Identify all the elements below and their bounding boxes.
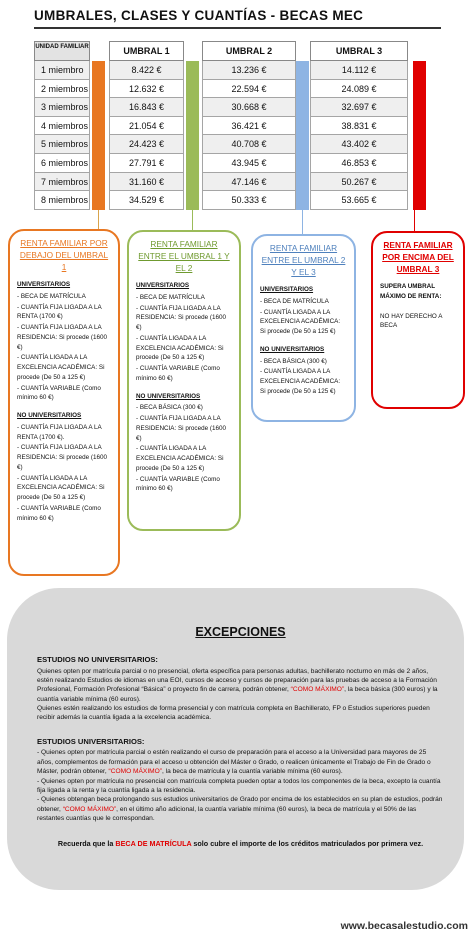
table-cell: 2 miembros	[34, 80, 90, 99]
table-cell: 43.945 €	[202, 154, 296, 173]
list-item: - CUANTÍA FIJA LIGADA A LA RESIDENCIA: Si procede (1600 €)	[17, 444, 107, 471]
list-item: - CUANTÍA FIJA LIGADA A LA RESIDENCIA: Si procede (1600 €)	[136, 415, 226, 442]
website-url[interactable]: www.becasalestudio.com	[340, 920, 468, 932]
list-item: - BECA DE MATRÍCULA	[136, 293, 205, 301]
table-cell: 32.697 €	[310, 98, 408, 117]
u-p1-text: - Quienes opten por matrícula parcial o estén realizando el curso de preparación para el acceso a la Universidad para mayores de 25 años, complementos de formación para el acceso u obtención del Máster o Grado, o realicen únicamente el Trabajo de Fin de Grado o Máster, podrán obtener,	[37, 749, 431, 776]
table-cell: 8 miembros	[34, 191, 90, 210]
non-university-paragraph-2: Quienes estén realizando los estudios de forma presencial y con matrícula completa en Bachillerato, FP o Estudios superiores pueden recibir además la cuantía ligada a la excelencia académica.	[37, 704, 430, 722]
table-cell: 12.632 €	[109, 80, 184, 99]
table-cell: 27.791 €	[109, 154, 184, 173]
list-item: - BECA DE MATRÍCULA	[17, 292, 86, 300]
section-heading: NO UNIVERSITARIOS	[260, 345, 325, 353]
table-cell: 24.089 €	[310, 80, 408, 99]
section-heading: NO UNIVERSITARIOS	[17, 412, 82, 420]
umbral3-header: UMBRAL 3	[310, 41, 408, 61]
list-item: - CUANTÍA LIGADA A LA EXCELENCIA ACADÉMICA: Si procede (De 50 a 125 €)	[17, 474, 105, 502]
note-highlight: BECA DE MATRÍCULA	[115, 839, 192, 849]
table-cell: 4 miembros	[34, 117, 90, 136]
table-cell: 46.853 €	[310, 154, 408, 173]
table-cell: 30.668 €	[202, 98, 296, 117]
list-item: - CUANTÍA FIJA LIGADA A LA RENTA (1700 €)	[17, 303, 102, 321]
red-box-text-1: SUPERA UMBRAL MÁXIMO DE RENTA:	[380, 283, 442, 300]
unit-column	[34, 41, 90, 210]
red-connector	[414, 210, 415, 231]
blue-connector	[302, 210, 303, 235]
list-item: - BECA BÁSICA (300 €)	[136, 404, 203, 412]
exceptions-panel	[7, 588, 464, 890]
table-cell: 14.112 €	[310, 61, 408, 80]
u-p1-end: , la beca de matrícula y la cuantía variable mínima (60 euros).	[161, 768, 343, 776]
list-item: - BECA DE MATRÍCULA	[260, 297, 329, 305]
umbral2-header: UMBRAL 2	[202, 41, 296, 61]
university-heading: ESTUDIOS UNIVERSITARIOS:	[37, 736, 145, 746]
unit-header: UNIDAD FAMILIAR	[34, 41, 90, 61]
list-item: - CUANTÍA LIGADA A LA EXCELENCIA ACADÉMICA: Si procede (De 50 a 125 €)	[260, 308, 341, 336]
non-university-heading: ESTUDIOS NO UNIVERSITARIOS:	[37, 654, 158, 664]
green-threshold-bar	[186, 61, 199, 210]
green-connector	[192, 210, 193, 232]
matricula-note	[37, 839, 444, 849]
box-umbral2-3-title: RENTA FAMILIAR ENTRE EL UMBRAL 2 Y EL 3	[261, 243, 346, 278]
list-item: - CUANTÍA LIGADA A LA EXCELENCIA ACADÉMICA: Si procede (De 50 a 125 €)	[260, 368, 341, 395]
list-item: - CUANTÍA VARIABLE (Como mínimo 60 €)	[17, 504, 101, 522]
box-below-umbral1	[8, 229, 120, 576]
table-cell: 21.054 €	[109, 117, 184, 136]
list-item: - CUANTÍA VARIABLE (Como mínimo 60 €)	[17, 384, 101, 402]
list-item: - CUANTÍA LIGADA A LA EXCELENCIA ACADÉMICA: Si procede (De 50 a 125 €)	[17, 354, 105, 381]
como-maximo-highlight: “COMO MÁXIMO”	[290, 686, 345, 694]
list-item: - CUANTÍA VARIABLE (Como mínimo 60 €)	[136, 475, 220, 493]
table-cell: 24.423 €	[109, 135, 184, 154]
table-cell: 3 miembros	[34, 98, 90, 117]
page-title: UMBRALES, CLASES Y CUANTÍAS - BECAS MEC	[34, 8, 364, 23]
section-heading: UNIVERSITARIOS	[17, 281, 71, 289]
table-cell: 34.529 €	[109, 191, 184, 210]
red-threshold-bar	[413, 61, 426, 210]
list-item: - CUANTÍA VARIABLE (Como mínimo 60 €)	[136, 365, 220, 382]
university-paragraph-2: - Quienes opten por matrícula no presencial con matrícula completa pueden optar a todos los componentes de la beca, excepto la cuantía fija ligada a la renta y la cuantía ligada a la residencia.	[37, 777, 441, 794]
list-item: - CUANTÍA FIJA LIGADA A LA RESIDENCIA: Si procede (1600 €)	[17, 324, 107, 351]
note-end: solo cubre el importe de los créditos matriculados por primera vez.	[193, 839, 424, 849]
list-item: - BECA BÁSICA (300 €)	[260, 357, 327, 365]
umbral2-column	[202, 41, 296, 210]
note-start: Recuerda que la	[57, 839, 114, 849]
university-paragraph-1	[37, 748, 444, 776]
thresholds-table	[34, 41, 432, 209]
title-underline	[34, 27, 441, 29]
list-item: - CUANTÍA LIGADA A LA EXCELENCIA ACADÉMICA: Si procede (De 50 a 125 €)	[136, 334, 224, 362]
table-cell: 16.843 €	[109, 98, 184, 117]
umbral1-header: UMBRAL 1	[109, 41, 184, 61]
exceptions-title: EXCEPCIONES	[195, 625, 286, 639]
table-cell: 47.146 €	[202, 173, 296, 192]
table-cell: 22.594 €	[202, 80, 296, 99]
section-heading: UNIVERSITARIOS	[136, 282, 190, 290]
table-cell: 43.402 €	[310, 135, 408, 154]
umbral3-column	[310, 41, 408, 210]
orange-connector	[98, 210, 99, 230]
box-above-umbral3-title: RENTA FAMILIAR POR ENCIMA DEL UMBRAL 3	[382, 240, 454, 275]
table-cell: 50.267 €	[310, 173, 408, 192]
table-cell: 8.422 €	[109, 61, 184, 80]
section-heading: NO UNIVERSITARIOS	[136, 392, 201, 400]
table-cell: 13.236 €	[202, 61, 296, 80]
box-above-umbral3	[371, 231, 465, 409]
non-university-paragraph-1	[37, 667, 444, 704]
como-maximo-highlight: “COMO MÁXIMO”	[62, 805, 117, 813]
u-p3-end: , en el último año adicional, la cuantía variable mínima (60 euros), la beca de matrícula y el 50% de las restantes cuantías que le correspondan.	[37, 805, 417, 822]
table-cell: 53.665 €	[310, 191, 408, 210]
table-cell: 31.160 €	[109, 173, 184, 192]
blue-threshold-bar	[296, 61, 309, 210]
box-umbral2-3	[251, 234, 356, 422]
table-cell: 50.333 €	[202, 191, 296, 210]
list-item: - CUANTÍA FIJA LIGADA A LA RENTA (1700 €).	[17, 423, 102, 441]
orange-threshold-bar	[92, 61, 105, 210]
list-item: - CUANTÍA LIGADA A LA EXCELENCIA ACADÉMICA: Si procede (De 50 a 125 €)	[136, 445, 224, 472]
table-cell: 5 miembros	[34, 135, 90, 154]
umbral1-column	[109, 41, 184, 210]
table-cell: 6 miembros	[34, 154, 90, 173]
u-p3-text: - Quienes obtengan beca prolongando sus estudios universitarios de Grado por encima de los establecidos en su plan de estudios, podrán obtener,	[37, 796, 443, 813]
nu-p1-end: , la beca básica (300 euros) y la cuantía variable mínima (60 euros).	[37, 686, 438, 703]
nu-p1-text: Quienes opten por matrícula parcial o no presencial, oferta específica para personas adultas, bachillerato nocturno en más de 2 años, estén realizando Estudios de idiomas en una EOI, cursos de acceso y cursos de preparación para las pruebas de acceso a la Formación Profesional, Formación Profesional “Básica” o proyecto fin de carrera, podrán obtener,	[37, 667, 437, 694]
table-cell: 36.421 €	[202, 117, 296, 136]
box-below-umbral1-title: RENTA FAMILIAR POR DEBAJO DEL UMBRAL 1	[19, 238, 109, 273]
section-heading: UNIVERSITARIOS	[260, 286, 314, 294]
table-cell: 1 miembro	[34, 61, 90, 80]
table-cell: 38.831 €	[310, 117, 408, 136]
university-paragraph-3	[37, 795, 444, 823]
como-maximo-highlight: “COMO MÁXIMO”	[108, 768, 162, 776]
box-umbral1-2-title: RENTA FAMILIAR ENTRE EL UMBRAL 1 Y EL 2	[138, 239, 230, 274]
table-cell: 7 miembros	[34, 173, 90, 192]
box-umbral1-2	[127, 230, 241, 531]
table-cell: 40.708 €	[202, 135, 296, 154]
list-item: - CUANTÍA FIJA LIGADA A LA RESIDENCIA: Si procede (1600 €)	[136, 304, 226, 332]
red-box-text-2: NO HAY DERECHO A BECA	[380, 312, 443, 330]
